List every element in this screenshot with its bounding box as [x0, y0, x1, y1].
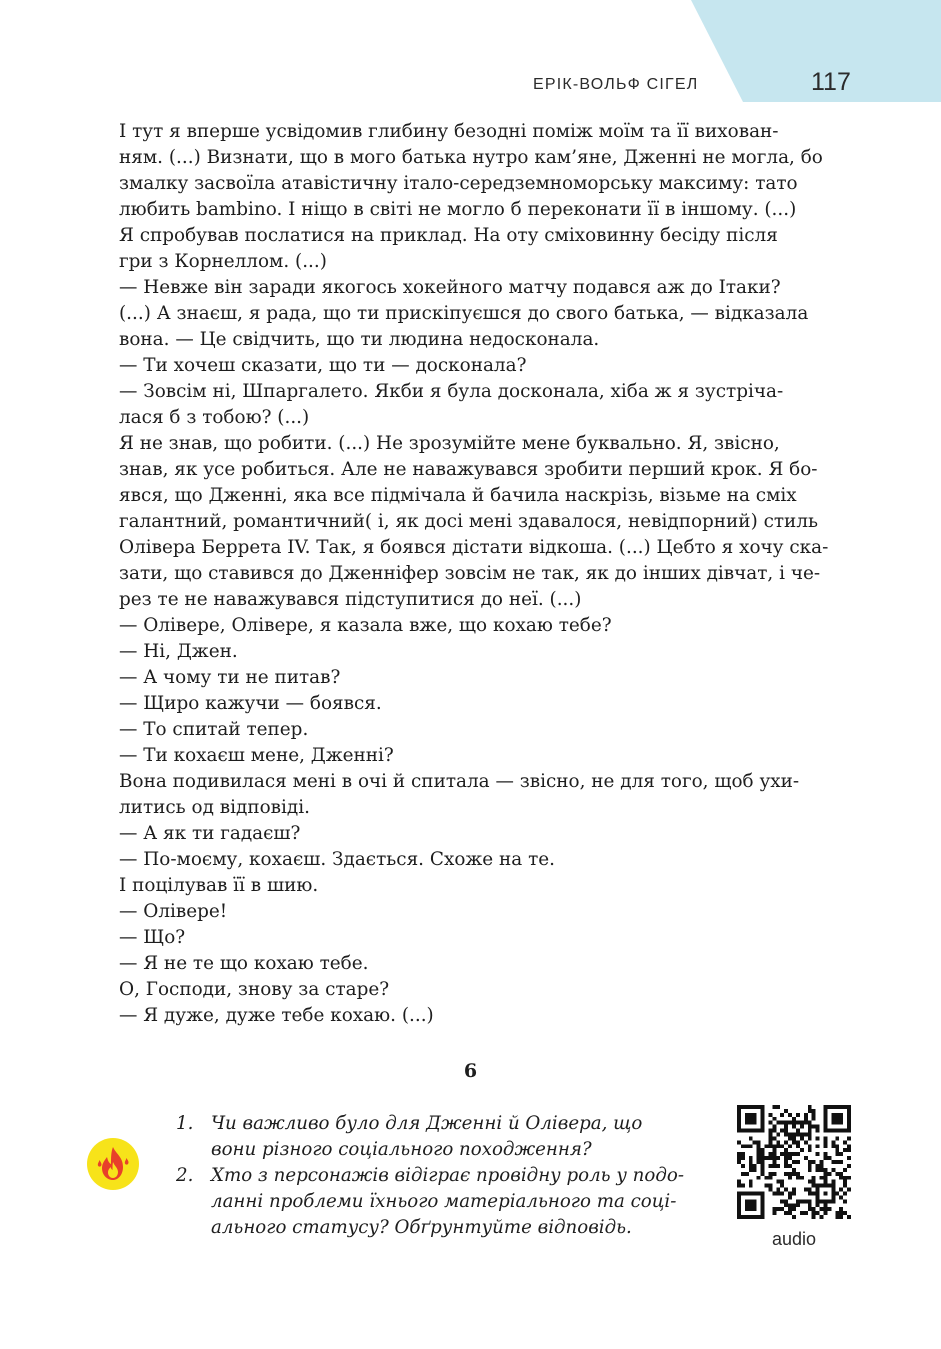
question-text — [211, 1111, 642, 1163]
fire-icon — [87, 1138, 139, 1190]
question-line: ального статусу? Обґрунтуйте відповідь. — [211, 1217, 632, 1238]
body-paragraph — [85, 899, 851, 925]
text-line: — То спитай тепер. — [119, 719, 309, 740]
body-paragraph — [85, 119, 851, 223]
text-line: — Ти хочеш сказати, що ти — досконала? — [119, 355, 527, 376]
question-item — [176, 1163, 716, 1241]
text-line: — А як ти гадаєш? — [119, 823, 301, 844]
text-line: — Що? — [119, 927, 186, 948]
question-item — [176, 1111, 716, 1163]
body-paragraph — [85, 275, 851, 353]
body-paragraph — [85, 925, 851, 951]
body-paragraph — [85, 613, 851, 639]
text-line: — Я дуже, дуже тебе кохаю. (...) — [119, 1005, 434, 1026]
text-line: І поцілував її в шию. — [119, 875, 319, 896]
text-line: О, Господи, знову за старе? — [119, 979, 390, 1000]
text-line: — Олівере! — [119, 901, 228, 922]
question-line: ланні проблеми їхнього матеріального та соці- — [211, 1191, 677, 1212]
questions-list — [176, 1111, 716, 1241]
question-number: 2. — [176, 1165, 194, 1186]
body-text — [85, 119, 851, 1029]
body-paragraph — [85, 821, 851, 847]
page-number: 117 — [811, 68, 851, 96]
text-line: — А чому ти не питав? — [119, 667, 341, 688]
body-paragraph — [85, 353, 851, 379]
text-line: змалку засвоїла атавістичну італо-середземноморську максиму: тато — [119, 173, 798, 194]
body-paragraph — [85, 951, 851, 977]
text-line: гри з Корнеллом. (...) — [119, 251, 327, 272]
question-text — [211, 1163, 684, 1241]
question-number: 1. — [176, 1113, 194, 1134]
question-line: Хто з персонажів відіграє провідну роль у подо- — [211, 1165, 684, 1186]
text-line: (...) А знаєш, я рада, що ти прискіпуєшся до свого батька, — відказала — [119, 303, 809, 324]
text-line: — Олівере, Олівере, я казала вже, що кохаю тебе? — [119, 615, 612, 636]
text-line: литись од відповіді. — [119, 797, 310, 818]
text-line: Вона подивилася мені в очі й спитала — звісно, не для того, щоб ухи- — [119, 771, 800, 792]
text-line: І тут я вперше усвідомив глибину безодні поміж моїм та її вихован- — [119, 121, 779, 142]
body-paragraph — [85, 847, 851, 873]
text-line: явся, що Дженні, яка все підмічала й бачила наскрізь, візьме на сміх — [119, 485, 797, 506]
text-line: Я не знав, що робити. (...) Не зрозумійте мене буквально. Я, звісно, — [119, 433, 780, 454]
text-line: галантний, романтичний( і, як досі мені здавалося, невідпорний) стиль — [119, 511, 819, 532]
text-line: знав, як усе робиться. Але не наважувався зробити перший крок. Я бо- — [119, 459, 818, 480]
question-line: вони різного соціального походження? — [211, 1139, 592, 1160]
body-paragraph — [85, 717, 851, 743]
text-line: — Невже він заради якогось хокейного матчу подався аж до Ітаки? — [119, 277, 781, 298]
body-paragraph — [85, 743, 851, 769]
text-line: любить bambino. І ніщо в світі не могло б переконати її в іншому. (...) — [119, 199, 797, 220]
question-line: Чи важливо було для Дженні й Олівера, що — [211, 1113, 643, 1134]
text-line: рез те не наважувався підступитися до неї. (...) — [119, 589, 582, 610]
text-line: Я спробував послатися на приклад. На оту сміховинну бесіду після — [119, 225, 778, 246]
text-line: — По-моєму, кохаєш. Здається. Схоже на те. — [119, 849, 556, 870]
text-line: — Ти кохаєш мене, Дженні? — [119, 745, 394, 766]
body-paragraph — [85, 639, 851, 665]
body-paragraph — [85, 769, 851, 821]
body-paragraph — [85, 691, 851, 717]
text-line: — Зовсім ні, Шпаргалето. Якби я була досконала, хіба ж я зустріча- — [119, 381, 784, 402]
text-line: вона. — Це свідчить, що ти людина недосконала. — [119, 329, 600, 350]
qr-code-icon[interactable] — [737, 1105, 851, 1219]
text-line: зати, що ставився до Дженніфер зовсім не так, як до інших дівчат, і че- — [119, 563, 821, 584]
body-paragraph — [85, 1003, 851, 1029]
body-paragraph — [85, 873, 851, 899]
text-line: — Щиро кажучи — боявся. — [119, 693, 382, 714]
text-line: лася б з тобою? (...) — [119, 407, 310, 428]
body-paragraph — [85, 431, 851, 613]
body-paragraph — [85, 379, 851, 431]
text-line: — Я не те що кохаю тебе. — [119, 953, 369, 974]
text-line: — Ні, Джен. — [119, 641, 238, 662]
qr-audio-label: audio — [771, 1229, 817, 1249]
text-line: Олівера Беррета IV. Так, я боявся дістати відкоша. (...) Цебто я хочу ска- — [119, 537, 829, 558]
body-paragraph — [85, 665, 851, 691]
body-paragraph — [85, 223, 851, 275]
body-paragraph — [85, 977, 851, 1003]
running-header-author: ЕРІК-ВОЛЬФ СІГЕЛ — [533, 76, 699, 93]
section-number: 6 — [463, 1060, 478, 1082]
text-line: ням. (...) Визнати, що в мого батька нутро кам’яне, Дженні не могла, бо — [119, 147, 823, 168]
